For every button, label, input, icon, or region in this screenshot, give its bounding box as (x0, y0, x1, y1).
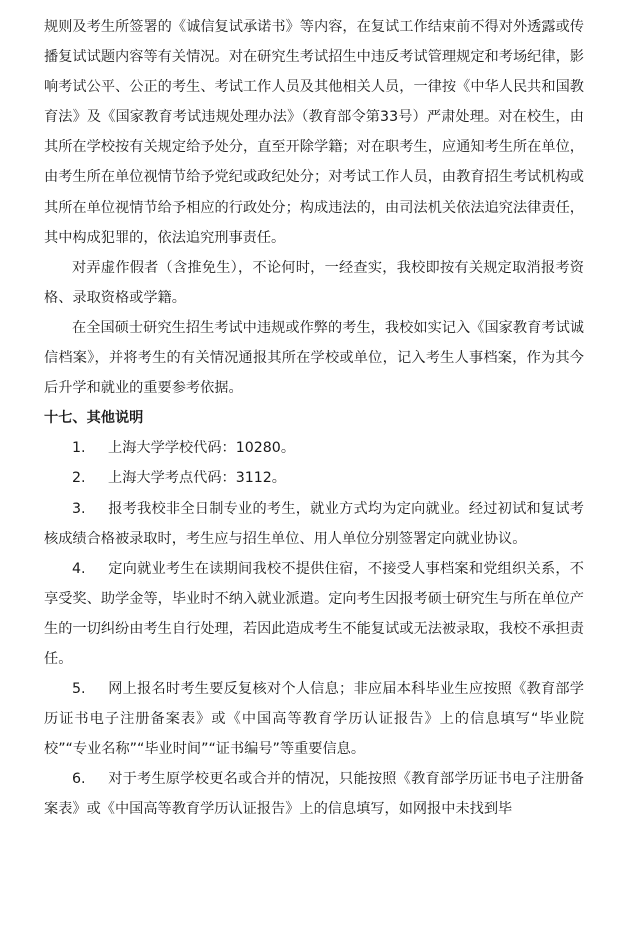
item-text: 对于考生原学校更名或合并的情况，只能按照《教育部学历证书电子注册备案表》或《中国高等教育学历认证报告》上的信息填写，如网报中未找到毕 (44, 771, 584, 818)
item-number: 3. (72, 500, 86, 517)
item-number: 5. (72, 681, 86, 698)
item-text: 报考我校非全日制专业的考生，就业方式均为定向就业。经过初试和复试考核成绩合格被录取时，考生应与招生单位、用人单位分别签署定向就业协议。 (44, 500, 584, 547)
item-text: 上海大学学校代码：10280。 (108, 440, 296, 457)
paragraph-fraud: 对弄虚作假者（含推免生），不论何时，一经查实，我校即按有关规定取消报考资格、录取资格或学籍。 (44, 259, 584, 306)
document-page (44, 12, 584, 825)
list-item (44, 433, 584, 463)
item-number: 2. (72, 470, 86, 487)
list-item (44, 463, 584, 493)
list-item (44, 674, 584, 764)
section-heading: 十七、其他说明 (44, 410, 144, 427)
item-text: 定向就业考生在读期间我校不提供住宿，不接受人事档案和党组织关系，不享受奖、助学金等，毕业时不纳入就业派遣。定向考生因报考硕士研究生与所在单位产生的一切纠纷由考生自行处理，若因此造成考生不能复试或无法被录取，我校不承担责任。 (44, 560, 584, 667)
item-number: 1. (72, 440, 86, 457)
item-text: 上海大学考点代码：3112。 (108, 470, 286, 487)
list-item (44, 494, 584, 554)
list-item (44, 554, 584, 674)
list-item (44, 764, 584, 824)
item-text: 网上报名时考生要反复核对个人信息；非应届本科毕业生应按照《教育部学历证书电子注册备案表》或《中国高等教育学历认证报告》上的信息填写“毕业院校”“专业名称”“毕业时间”“证书编号”等重要信息。 (44, 681, 584, 758)
item-number: 4. (72, 560, 86, 577)
item-number: 6. (72, 771, 86, 788)
paragraph-integrity-record: 在全国硕士研究生招生考试中违规或作弊的考生，我校如实记入《国家教育考试诚信档案》，并将考生的有关情况通报其所在学校或单位，记入考生人事档案，作为其今后升学和就业的重要参考依据。 (44, 319, 584, 397)
paragraph-continuation: 规则及考生所签署的《诚信复试承诺书》等内容，在复试工作结束前不得对外透露或传播复试试题内容等有关情况。对在研究生考试招生中违反考试管理规定和考场纪律，影响考试公平、公正的考生、考试工作人员及其他相关人员，一律按《中华人民共和国教育法》及《国家教育考试违规处理办法》（教育部令第33号）严肃处理。对在校生，由其所在学校按有关规定给予处分，直至开除学籍；对在职考生，应通知考生所在单位，由考生所在单位视情节给予党纪或政纪处分；对考试工作人员，由教育招生考试机构或其所在单位视情节给予相应的行政处分；构成违法的，由司法机关依法追究法律责任，其中构成犯罪的，依法追究刑事责任。 (44, 19, 584, 246)
